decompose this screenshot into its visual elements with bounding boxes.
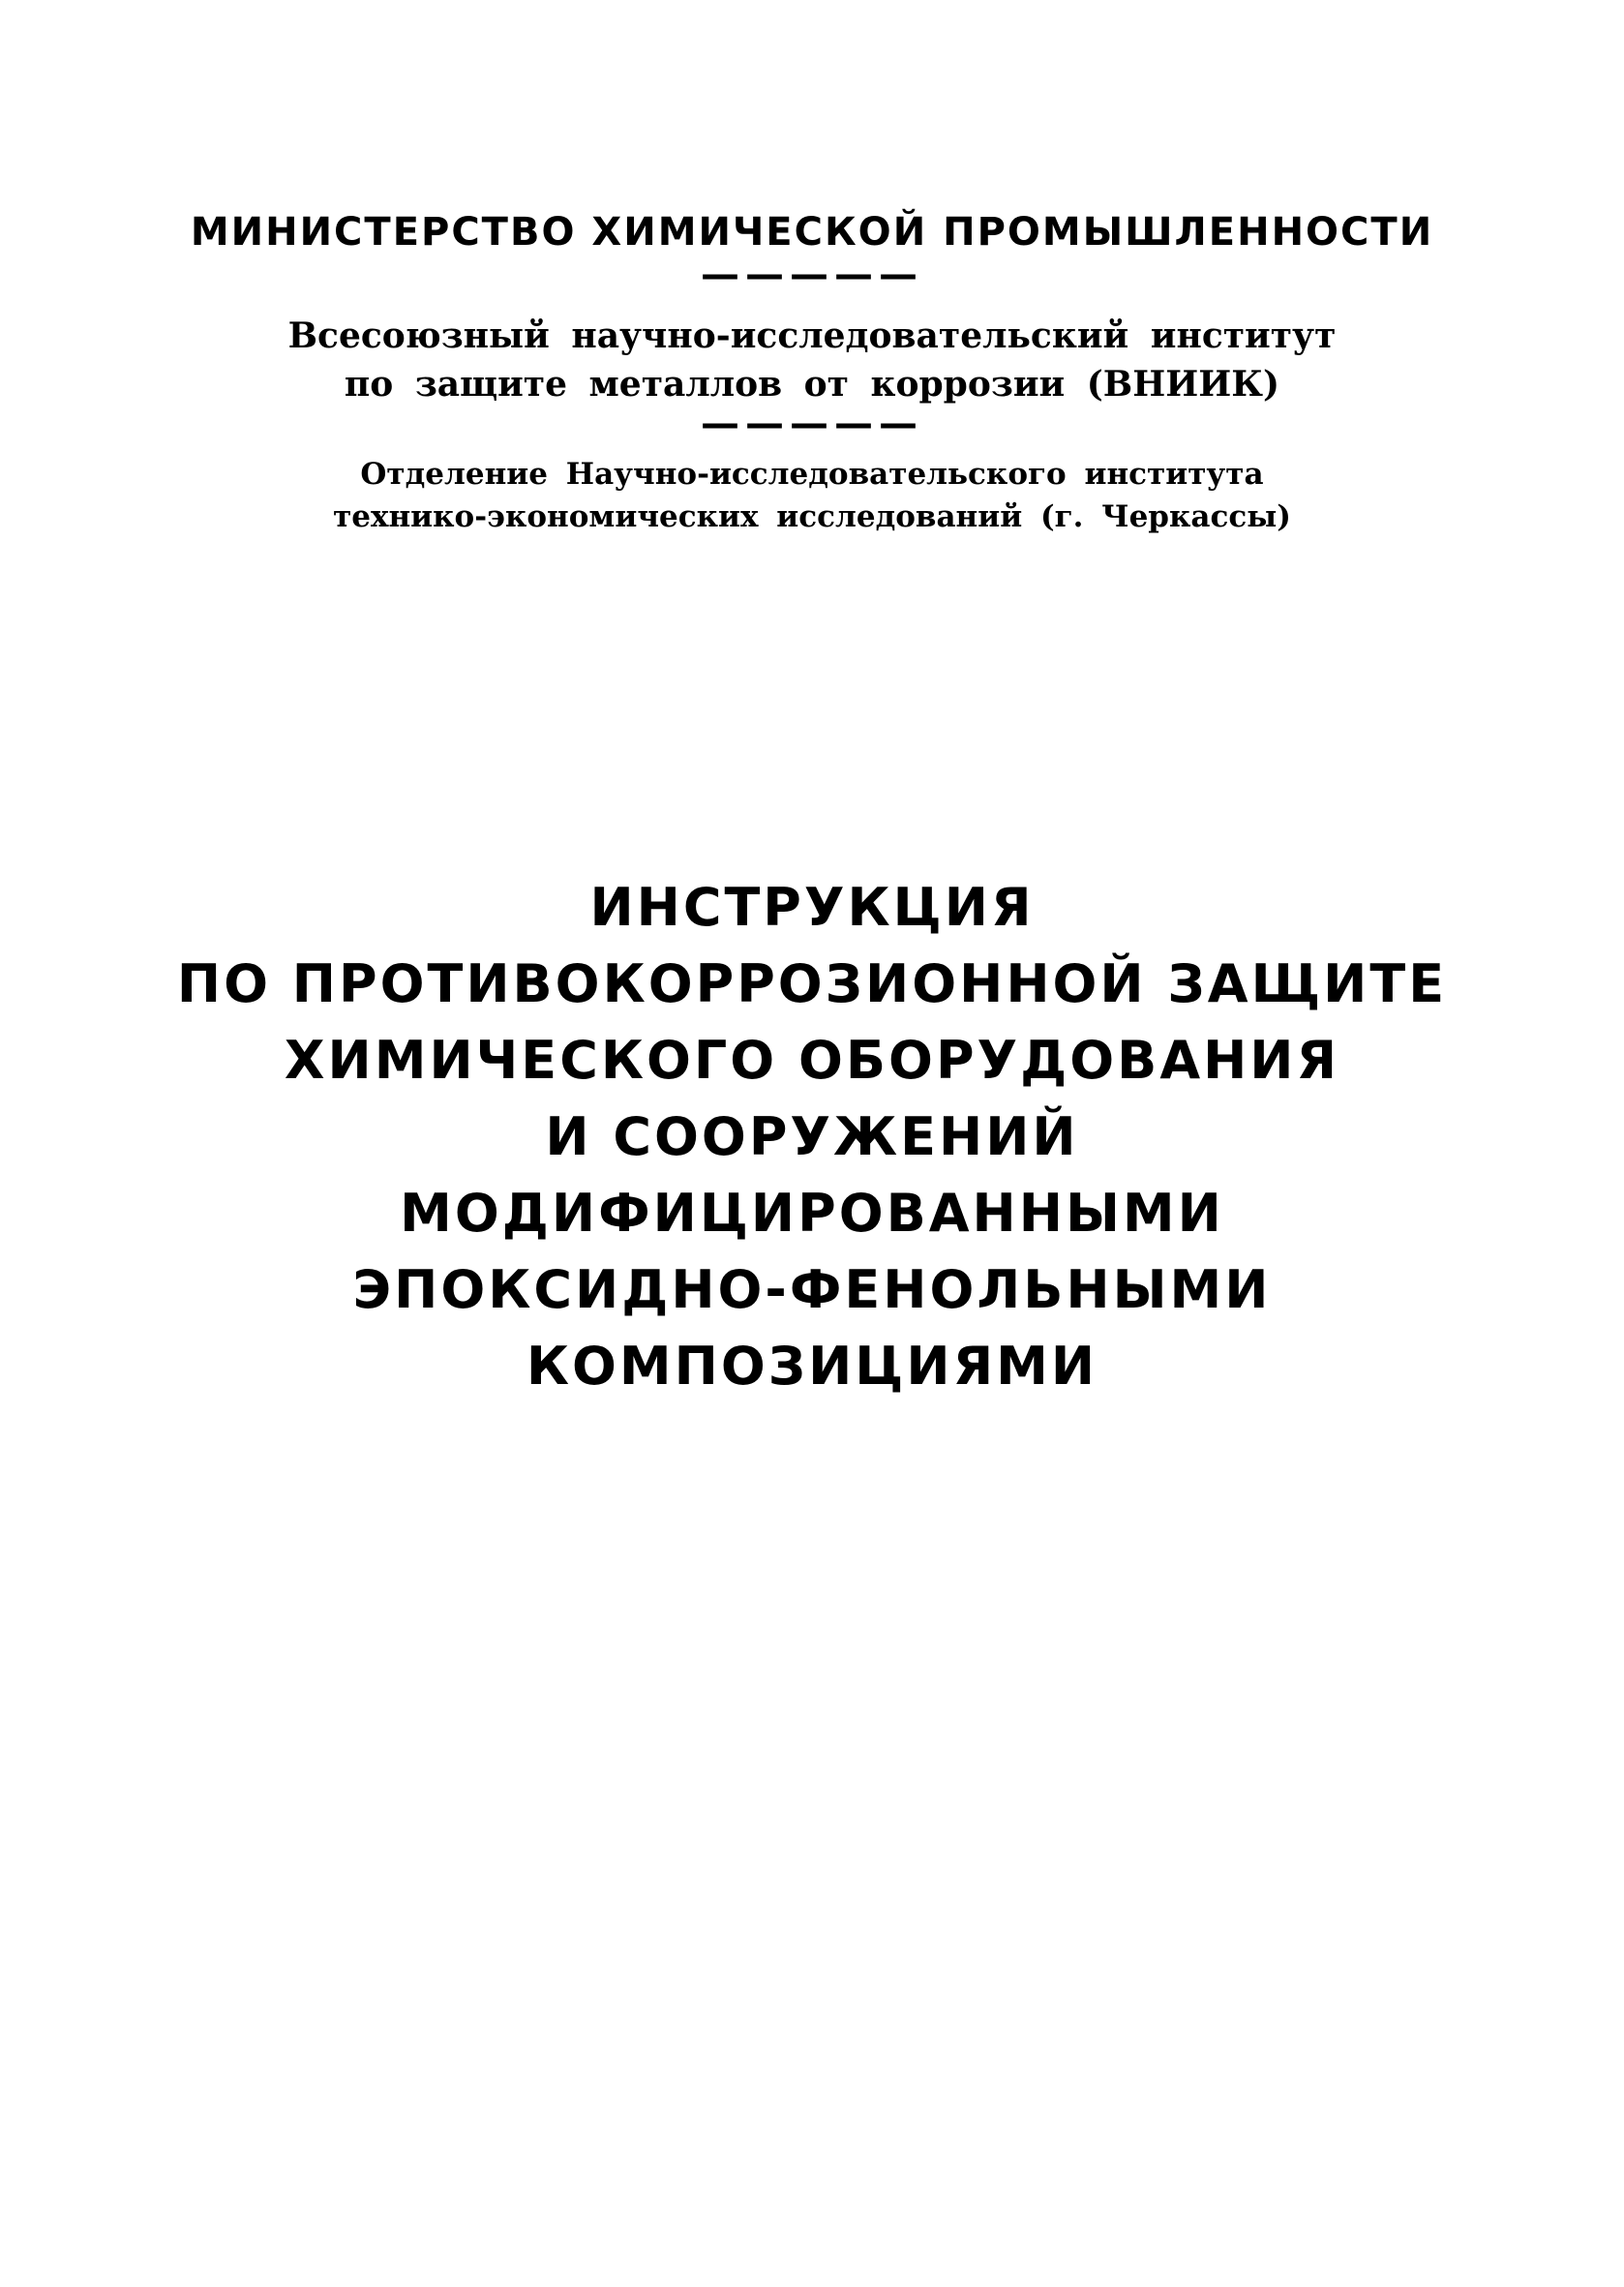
- title-line-3: ХИМИЧЕСКОГО ОБОРУДОВАНИЯ: [284, 1030, 1340, 1091]
- institute-line-2: по защите металлов от коррозии (ВНИИК): [344, 364, 1280, 405]
- branch-name: [0, 453, 1624, 538]
- institute-name: [0, 312, 1624, 408]
- title-line-1: ИНСТРУКЦИЯ: [589, 877, 1035, 938]
- ministry-heading: МИНИСТЕРСТВО ХИМИЧЕСКОЙ ПРОМЫШЛЕННОСТИ: [190, 210, 1434, 255]
- branch-line-1: Отделение Научно-исследовательского института: [360, 457, 1264, 492]
- separator-dashes-bottom: —————: [701, 402, 923, 446]
- title-line-2: ПО ПРОТИВОКОРРОЗИОННОЙ ЗАЩИТЕ: [176, 953, 1448, 1014]
- document-title: [0, 869, 1624, 1404]
- branch-line-2: технико-экономических исследований (г. Черкассы): [333, 499, 1291, 534]
- title-line-7: КОМПОЗИЦИЯМИ: [526, 1336, 1098, 1397]
- title-line-4: И СООРУЖЕНИЙ: [545, 1106, 1079, 1167]
- institute-line-1: Всесоюзный научно-исследовательский институт: [287, 316, 1337, 356]
- title-line-5: МОДИФИЦИРОВАННЫМИ: [400, 1183, 1224, 1244]
- title-line-6: ЭПОКСИДНО-ФЕНОЛЬНЫМИ: [352, 1259, 1272, 1320]
- separator-dashes-top: —————: [701, 253, 923, 297]
